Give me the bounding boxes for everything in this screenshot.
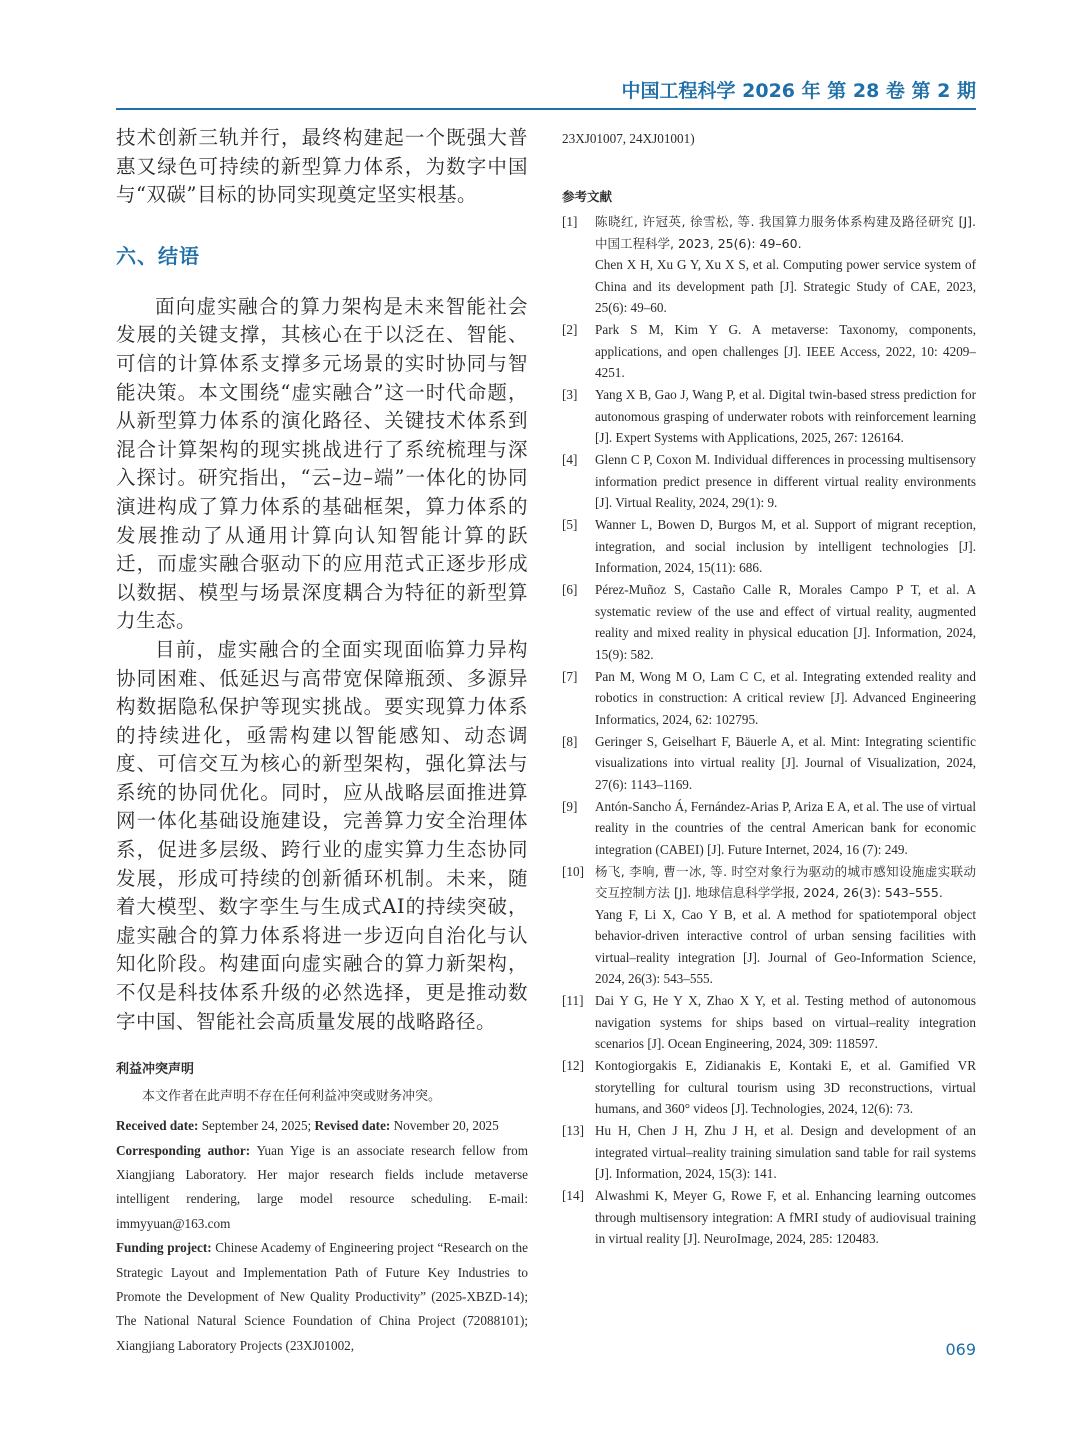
reference-text-en: Pan M, Wong M O, Lam C C, et al. Integrating extended reality and robotics in construction: A critical review [J]. Advanced Engineering Informatics, 2024, 62: 102795. <box>595 668 976 727</box>
reference-text-en: Geringer S, Geiselhart F, Bäuerle A, et al. Mint: Integrating scientific visualizations into virtual reality [J]. Journal of Visualization, 2024, 27(6): 1143–1169. <box>595 733 976 792</box>
reference-body <box>595 796 976 861</box>
reference-number: [13] <box>562 1123 584 1138</box>
received-label: Received date: <box>116 1118 199 1134</box>
coi-title: 利益冲突声明 <box>116 1062 195 1078</box>
reference-text-en: Glenn C P, Coxon M. Individual differences in processing multisensory information predict presence in different virtual reality environments [J]. Virtual Reality, 2024, 29(1): 9. <box>595 452 976 510</box>
corresponding-value: Yuan Yige is an associate research fellow from Xiangjiang Laboratory. Her major research fields include metaverse intelligent rendering, large model resource scheduling. E-mail: immyyuan@163.com <box>116 1142 528 1231</box>
revised-label: Revised date: <box>314 1118 391 1134</box>
reference-item <box>562 384 976 449</box>
reference-body <box>595 384 976 449</box>
reference-item <box>562 514 976 579</box>
reference-text-en: Chen X H, Xu G Y, Xu X S, et al. Computing power service system of China and its development path [J]. Strategic Study of CAE, 2023, 25(6): 49–60. <box>595 257 976 315</box>
reference-body <box>595 449 976 514</box>
reference-item <box>562 731 976 796</box>
reference-item <box>562 449 976 514</box>
reference-number: [1] <box>562 214 578 229</box>
reference-body <box>595 211 976 319</box>
page-number: 069 <box>945 1340 976 1359</box>
reference-item <box>562 1120 976 1185</box>
reference-number: [10] <box>562 863 584 879</box>
reference-body <box>595 861 976 990</box>
reference-body <box>595 1185 976 1250</box>
reference-number: [14] <box>562 1188 584 1203</box>
reference-text-en: Antón-Sancho Á, Fernández-Arias P, Ariza E A, et al. The use of virtual reality in the countries of the central American bank for economic integration (CABEI) [J]. Future Internet, 2024, 16 (7): 249. <box>595 798 976 857</box>
reference-text-zh: 杨飞, 李响, 曹一冰, 等. 时空对象行为驱动的城市感知设施虚实联动交互控制方法 [J]. 地球信息科学学报, 2024, 26(3): 543–555. <box>595 863 976 900</box>
reference-number: [8] <box>562 733 578 749</box>
conclusion-paragraph-1: 面向虚实融合的算力架构是未来智能社会发展的关键支撑，其核心在于以泛在、智能、可信的计算体系支撑多元场景的实时协同与智能决策。本文围绕“虚实融合”这一时代命题，从新型算力体系的演化路径、关键技术体系到混合计算架构的现实挑战进行了系统梳理与深入探讨。研究指出，“云–边–端”一体化的协同演进构成了算力体系的基础框架，算力体系的发展推动了从通用计算向认知智能计算的跃迁，而虚实融合驱动下的应用范式正逐步形成以数据、模型与场景深度耦合为特征的新型算力生态。 <box>116 294 528 633</box>
reference-number: [7] <box>562 668 578 684</box>
reference-text-en: Kontogiorgakis E, Zidianakis E, Kontaki E, et al. Gamified VR storytelling for cultural tourism using 3D reconstructions, virtual humans, and 360° videos [J]. Technologies, 2024, 12(6): 73. <box>595 1058 976 1116</box>
reference-list <box>562 211 976 1250</box>
reference-text-en: Dai Y G, He Y X, Zhao X Y, et al. Testing method of autonomous navigation systems for ships based on virtual–reality integration scenarios [J]. Ocean Engineering, 2024, 309: 118597. <box>595 993 976 1051</box>
reference-body <box>595 1120 976 1185</box>
reference-text-zh: 陈晓红, 许冠英, 徐雪松, 等. 我国算力服务体系构建及路径研究 [J]. 中国工程科学, 2023, 25(6): 49–60. <box>595 214 976 251</box>
journal-header: 中国工程科学 2026 年 第 28 卷 第 2 期 <box>621 80 976 102</box>
reference-item <box>562 319 976 384</box>
reference-body <box>595 731 976 796</box>
reference-item <box>562 1055 976 1120</box>
lead-paragraph: 技术创新三轨并行，最终构建起一个既强大普惠又绿色可持续的新型算力体系，为数字中国与“双碳”目标的协同实现奠定坚实根基。 <box>116 126 528 207</box>
reference-text-en: Pérez-Muñoz S, Castaño Calle R, Morales Campo P T, et al. A systematic review of the use and effect of virtual reality, augmented reality and mixed reality in physical education [J]. Information, 2024, 15(9): 582. <box>595 582 976 662</box>
funding-project <box>116 1236 528 1358</box>
reference-text-en: Alwashmi K, Meyer G, Rowe F, et al. Enhancing learning outcomes through multisensory integration: A fMRI study of audiovisual training in virtual reality [J]. NeuroImage, 2024, 285: 120483. <box>595 1188 976 1246</box>
reference-text-en: Hu H, Chen J H, Zhu J H, et al. Design and development of an integrated virtual–reality training simulation sand table for rail systems [J]. Information, 2024, 15(3): 141. <box>595 1123 976 1181</box>
reference-text-en: Yang F, Li X, Cao Y B, et al. A method for spatiotemporal object behavior-driven interactive control of urban sensing facilities with virtual–reality integration [J]. Journal of Geo-Information Science, 2024, 26(3): 543–555. <box>595 906 976 986</box>
header-rule <box>116 108 976 110</box>
received-value: September 24, 2025; <box>201 1118 312 1134</box>
reference-number: [11] <box>562 993 584 1008</box>
reference-body <box>595 514 976 579</box>
reference-number: [6] <box>562 582 578 597</box>
reference-body <box>595 319 976 384</box>
dates-line <box>116 1114 528 1138</box>
reference-number: [5] <box>562 517 578 532</box>
funding-label: Funding project: <box>116 1240 212 1256</box>
funding-value: Chinese Academy of Engineering project “Research on the Strategic Layout and Implementation Path of Future Key Industries to Promote the Development of New Quality Productivity” (2025-XBZD-14); The National Natural Science Foundation of China Project (72088101); Xiangjiang Laboratory Projects (23XJ01002, <box>116 1240 528 1353</box>
revised-value: November 20, 2025 <box>393 1118 499 1134</box>
body-text <box>116 124 528 1036</box>
section-title: 六、结语 <box>116 243 200 268</box>
left-column <box>116 124 528 1358</box>
corresponding-label: Corresponding author: <box>116 1142 251 1158</box>
reference-number: [2] <box>562 322 578 337</box>
references-title: 参考文献 <box>562 189 613 204</box>
reference-body <box>595 1055 976 1120</box>
reference-item <box>562 666 976 731</box>
reference-item <box>562 796 976 861</box>
reference-text-en: Wanner L, Bowen D, Burgos M, et al. Support of migrant reception, integration, and social inclusion by intelligent technologies [J]. Information, 2024, 15(11): 686. <box>595 517 976 575</box>
reference-item <box>562 861 976 990</box>
reference-item <box>562 1185 976 1250</box>
reference-number: [4] <box>562 452 578 467</box>
funding-continued: 23XJ01007, 24XJ01001) <box>562 131 695 146</box>
reference-body <box>595 666 976 731</box>
conclusion-paragraph-2: 目前，虚实融合的全面实现面临算力异构协同困难、低延迟与高带宽保障瓶颈、多源异构数据隐私保护等现实挑战。要实现算力体系的持续进化，亟需构建以智能感知、动态调度、可信交互为核心的新型架构，强化算法与系统的协同优化。同时，应从战略层面推进算网一体化基础设施建设，完善算力安全治理体系，促进多层级、跨行业的虚实算力生态协同发展，形成可持续的创新循环机制。未来，随着大模型、数字孪生与生成式AI的持续突破，虚实融合的算力体系将进一步迈向自治化与认知化阶段。构建面向虚实融合的算力新架构，不仅是科技体系升级的必然选择，更是推动数字中国、智能社会高质量发展的战略路径。 <box>116 637 528 1033</box>
coi-text: 本文作者在此声明不存在任何利益冲突或财务冲突。 <box>142 1089 442 1105</box>
reference-item <box>562 579 976 665</box>
reference-body <box>595 579 976 665</box>
reference-item <box>562 211 976 319</box>
reference-text-en: Yang X B, Gao J, Wang P, et al. Digital twin-based stress prediction for autonomous grasping of underwater robots with reinforcement learning [J]. Expert Systems with Applications, 2025, 267: 126164. <box>595 387 976 445</box>
reference-number: [3] <box>562 387 578 402</box>
right-column <box>562 124 976 1250</box>
reference-body <box>595 990 976 1055</box>
reference-number: [9] <box>562 798 578 814</box>
reference-item <box>562 990 976 1055</box>
reference-number: [12] <box>562 1058 584 1073</box>
corresponding-author <box>116 1139 528 1237</box>
reference-text-en: Park S M, Kim Y G. A metaverse: Taxonomy, components, applications, and open challenges [J]. IEEE Access, 2022, 10: 4209–4251. <box>595 322 976 380</box>
